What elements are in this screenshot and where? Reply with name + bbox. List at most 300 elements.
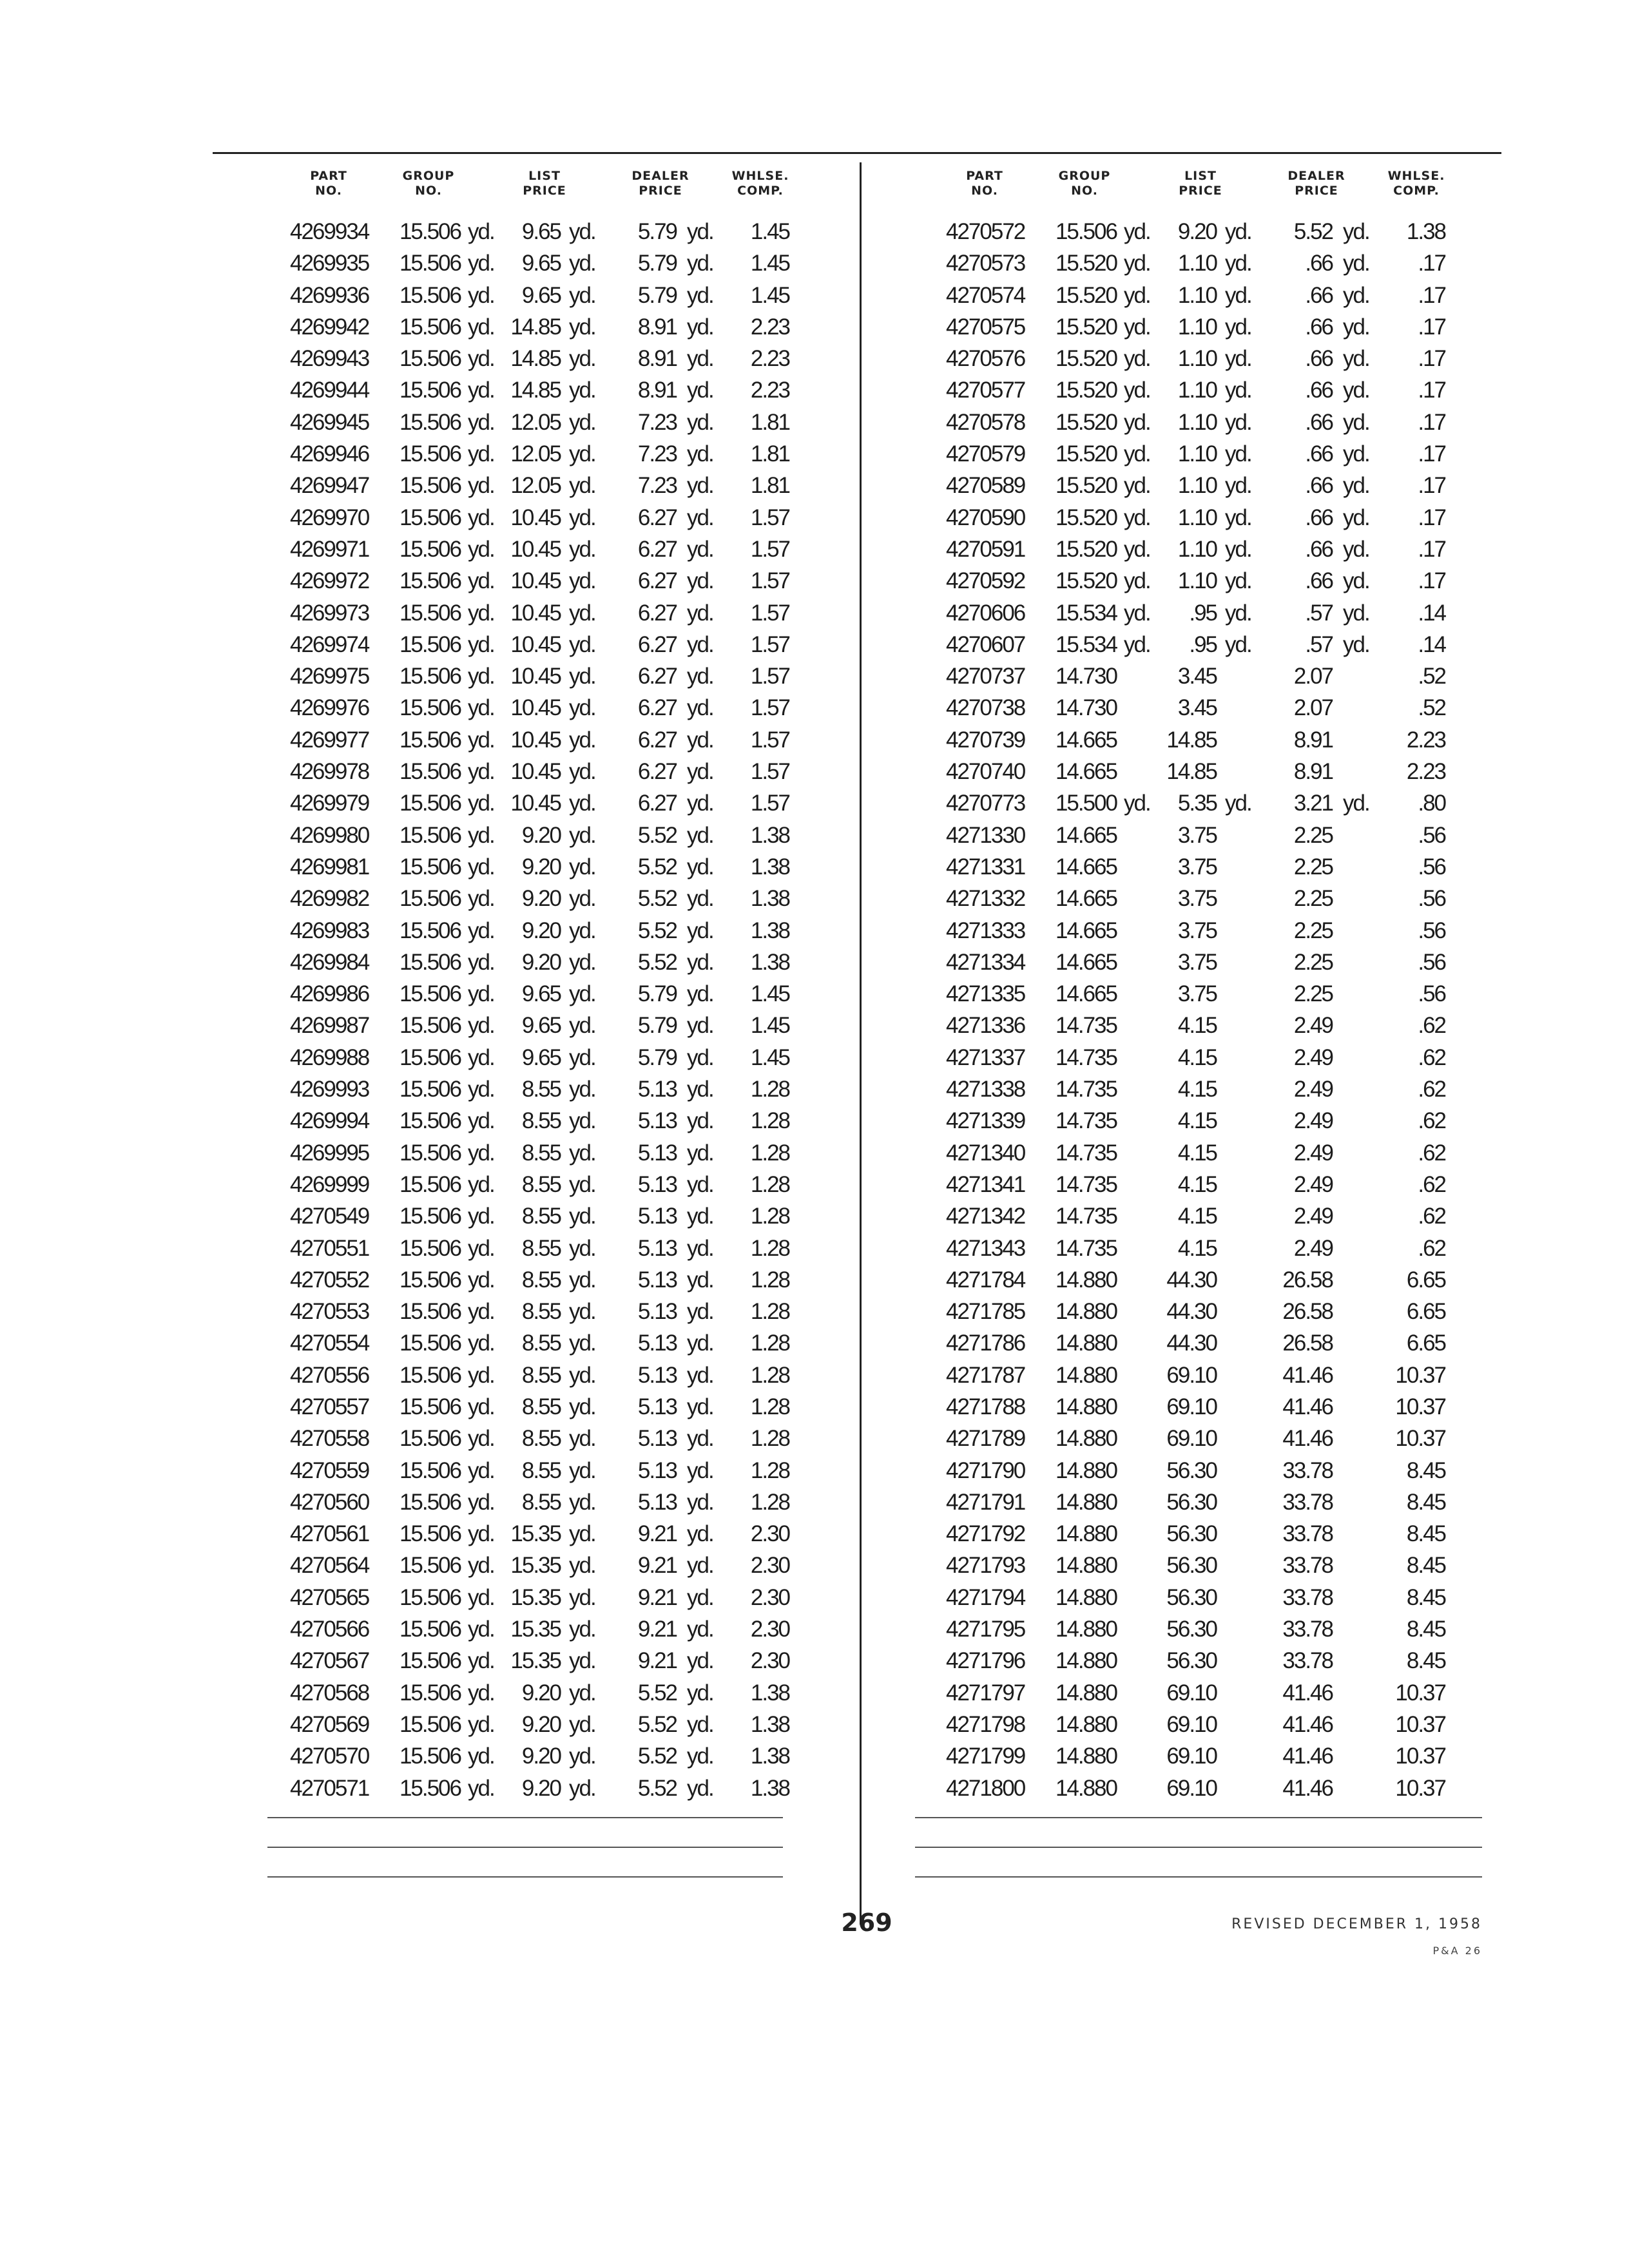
table-row xyxy=(258,1648,825,1680)
group-number: 15.506 xyxy=(399,1331,461,1356)
part-number: 4270569 xyxy=(290,1711,369,1737)
part-number: 4269982 xyxy=(290,886,369,912)
dealer-unit: yd. xyxy=(687,1553,713,1579)
whlse-comp: 1.57 xyxy=(750,759,789,785)
dealer-unit: yd. xyxy=(687,759,713,785)
list-unit: yd. xyxy=(569,1426,595,1452)
list-price: 1.10 xyxy=(1177,568,1217,594)
list-price: 14.85 xyxy=(1166,727,1217,753)
group-number: 15.506 xyxy=(399,1013,461,1039)
list-unit: yd. xyxy=(1225,568,1251,594)
group-number: 14.730 xyxy=(1055,664,1117,689)
header-group-no: GROUP NO. xyxy=(1058,169,1111,198)
whlse-comp: 1.81 xyxy=(750,441,789,467)
list-price: 4.15 xyxy=(1177,1077,1217,1102)
part-number: 4269971 xyxy=(290,536,369,562)
part-number: 4271341 xyxy=(946,1171,1025,1197)
list-price: 3.45 xyxy=(1177,664,1217,689)
group-unit: yd. xyxy=(468,1489,494,1515)
whlse-comp: 1.28 xyxy=(750,1299,789,1325)
list-unit: yd. xyxy=(569,822,595,848)
table-row xyxy=(258,1013,825,1044)
list-unit: yd. xyxy=(1225,219,1251,244)
whlse-comp: 1.45 xyxy=(750,282,789,308)
group-number: 14.665 xyxy=(1055,981,1117,1007)
table-row xyxy=(258,632,825,664)
dealer-price: 5.79 xyxy=(637,1044,677,1070)
group-unit: yd. xyxy=(468,314,494,340)
list-price: 56.30 xyxy=(1166,1553,1217,1579)
part-number: 4270565 xyxy=(290,1584,369,1610)
whlse-comp: .14 xyxy=(1418,600,1445,626)
dealer-price: 26.58 xyxy=(1282,1331,1333,1356)
header-dealer-price: DEALER PRICE xyxy=(631,169,689,198)
group-number: 15.506 xyxy=(1055,219,1117,244)
group-unit: yd. xyxy=(1124,473,1150,499)
group-number: 15.506 xyxy=(399,219,461,244)
list-unit: yd. xyxy=(569,1489,595,1515)
list-unit: yd. xyxy=(569,981,595,1007)
table-row xyxy=(258,314,825,346)
table-row xyxy=(258,251,825,282)
group-number: 14.880 xyxy=(1055,1457,1117,1483)
table-row xyxy=(258,537,825,568)
dealer-price: 5.13 xyxy=(637,1171,677,1197)
table-row xyxy=(914,1013,1481,1044)
list-price: 3.75 xyxy=(1177,854,1217,879)
dealer-unit: yd. xyxy=(687,1108,713,1134)
table-row xyxy=(914,1776,1481,1807)
part-number: 4269987 xyxy=(290,1013,369,1039)
table-row xyxy=(258,1331,825,1362)
list-unit: yd. xyxy=(569,1108,595,1134)
table-row xyxy=(914,1490,1481,1521)
list-price: 8.55 xyxy=(521,1457,561,1483)
group-unit: yd. xyxy=(468,600,494,626)
list-unit: yd. xyxy=(569,1044,595,1070)
dealer-price: 7.23 xyxy=(637,441,677,467)
part-number: 4270552 xyxy=(290,1267,369,1293)
list-unit: yd. xyxy=(569,346,595,372)
list-price: 69.10 xyxy=(1166,1426,1217,1452)
whlse-comp: 10.37 xyxy=(1395,1394,1445,1419)
list-price: 69.10 xyxy=(1166,1744,1217,1769)
list-unit: yd. xyxy=(569,536,595,562)
table-row xyxy=(914,1521,1481,1553)
group-number: 15.520 xyxy=(1055,409,1117,435)
dealer-unit: yd. xyxy=(687,1171,713,1197)
whlse-comp: 1.28 xyxy=(750,1235,789,1261)
table-row xyxy=(914,473,1481,505)
table-row xyxy=(914,791,1481,822)
column-divider xyxy=(860,162,862,1925)
table-row xyxy=(914,1458,1481,1490)
part-number: 4271792 xyxy=(946,1521,1025,1547)
part-number: 4269943 xyxy=(290,346,369,372)
list-price: 9.65 xyxy=(521,1044,561,1070)
group-unit: yd. xyxy=(468,1171,494,1197)
whlse-comp: 1.28 xyxy=(750,1426,789,1452)
group-number: 15.506 xyxy=(399,1362,461,1388)
whlse-comp: .62 xyxy=(1418,1013,1445,1039)
group-unit: yd. xyxy=(1124,568,1150,594)
part-number: 4271335 xyxy=(946,981,1025,1007)
list-price: 44.30 xyxy=(1166,1331,1217,1356)
group-number: 14.735 xyxy=(1055,1171,1117,1197)
list-price: 56.30 xyxy=(1166,1521,1217,1547)
table-row xyxy=(914,759,1481,791)
part-number: 4269974 xyxy=(290,631,369,657)
dealer-price: 5.13 xyxy=(637,1394,677,1419)
dealer-price: 5.13 xyxy=(637,1489,677,1515)
part-number: 4271786 xyxy=(946,1331,1025,1356)
list-price: 4.15 xyxy=(1177,1235,1217,1261)
dealer-price: 6.27 xyxy=(637,791,677,816)
dealer-unit: yd. xyxy=(687,1489,713,1515)
dealer-price: 8.91 xyxy=(1293,759,1333,785)
list-unit: yd. xyxy=(569,568,595,594)
dealer-unit: yd. xyxy=(1343,251,1369,276)
footer-rule xyxy=(267,1847,783,1848)
group-number: 14.880 xyxy=(1055,1617,1117,1642)
group-unit: yd. xyxy=(468,219,494,244)
whlse-comp: 1.28 xyxy=(750,1140,789,1166)
whlse-comp: .17 xyxy=(1418,251,1445,276)
dealer-unit: yd. xyxy=(687,473,713,499)
dealer-price: .66 xyxy=(1305,568,1333,594)
list-unit: yd. xyxy=(569,314,595,340)
part-number: 4271336 xyxy=(946,1013,1025,1039)
list-unit: yd. xyxy=(569,1394,595,1419)
table-row xyxy=(914,314,1481,346)
group-number: 15.506 xyxy=(399,314,461,340)
dealer-unit: yd. xyxy=(687,1140,713,1166)
table-row xyxy=(258,1553,825,1584)
table-row xyxy=(258,346,825,378)
table-row xyxy=(258,1045,825,1077)
whlse-comp: .80 xyxy=(1418,791,1445,816)
dealer-unit: yd. xyxy=(1343,600,1369,626)
list-unit: yd. xyxy=(1225,600,1251,626)
whlse-comp: 8.45 xyxy=(1406,1584,1445,1610)
table-row xyxy=(914,505,1481,537)
list-unit: yd. xyxy=(1225,441,1251,467)
dealer-unit: yd. xyxy=(687,981,713,1007)
whlse-comp: 2.23 xyxy=(750,346,789,372)
dealer-price: .66 xyxy=(1305,536,1333,562)
column-header xyxy=(258,169,825,207)
group-unit: yd. xyxy=(468,1775,494,1801)
table-row xyxy=(258,1299,825,1331)
group-number: 15.506 xyxy=(399,346,461,372)
part-number: 4271337 xyxy=(946,1044,1025,1070)
group-unit: yd. xyxy=(468,378,494,403)
group-number: 14.735 xyxy=(1055,1140,1117,1166)
part-number: 4270607 xyxy=(946,631,1025,657)
part-number: 4271796 xyxy=(946,1648,1025,1674)
group-unit: yd. xyxy=(468,1394,494,1419)
table-row xyxy=(914,886,1481,918)
dealer-unit: yd. xyxy=(687,1299,713,1325)
list-price: 10.45 xyxy=(510,664,561,689)
list-price: 15.35 xyxy=(510,1617,561,1642)
whlse-comp: .62 xyxy=(1418,1044,1445,1070)
whlse-comp: .56 xyxy=(1418,886,1445,912)
list-price: 4.15 xyxy=(1177,1013,1217,1039)
whlse-comp: 10.37 xyxy=(1395,1744,1445,1769)
dealer-price: 5.13 xyxy=(637,1267,677,1293)
part-number: 4269944 xyxy=(290,378,369,403)
whlse-comp: .17 xyxy=(1418,473,1445,499)
whlse-comp: 1.38 xyxy=(750,886,789,912)
group-unit: yd. xyxy=(468,1108,494,1134)
table-row xyxy=(914,1236,1481,1267)
whlse-comp: .17 xyxy=(1418,505,1445,530)
table-row xyxy=(914,1553,1481,1584)
dealer-unit: yd. xyxy=(1343,378,1369,403)
table-row xyxy=(914,664,1481,695)
header-list-price: LIST PRICE xyxy=(523,169,566,198)
part-number: 4269984 xyxy=(290,949,369,975)
part-number: 4269973 xyxy=(290,600,369,626)
list-unit: yd. xyxy=(1225,409,1251,435)
dealer-unit: yd. xyxy=(1343,409,1369,435)
table-row xyxy=(258,854,825,886)
group-number: 14.665 xyxy=(1055,854,1117,879)
page-number: 269 xyxy=(841,1908,892,1937)
whlse-comp: .56 xyxy=(1418,822,1445,848)
part-number: 4271330 xyxy=(946,822,1025,848)
group-number: 15.506 xyxy=(399,282,461,308)
group-number: 15.506 xyxy=(399,1077,461,1102)
part-number: 4271797 xyxy=(946,1680,1025,1706)
table-row xyxy=(914,601,1481,632)
dealer-price: .57 xyxy=(1305,600,1333,626)
part-number: 4269978 xyxy=(290,759,369,785)
list-price: 10.45 xyxy=(510,727,561,753)
dealer-price: 2.25 xyxy=(1293,981,1333,1007)
part-number: 4270578 xyxy=(946,409,1025,435)
whlse-comp: 1.28 xyxy=(750,1267,789,1293)
group-number: 14.880 xyxy=(1055,1553,1117,1579)
group-unit: yd. xyxy=(468,854,494,879)
dealer-price: 8.91 xyxy=(637,314,677,340)
list-price: 8.55 xyxy=(521,1394,561,1419)
group-number: 15.506 xyxy=(399,1744,461,1769)
dealer-unit: yd. xyxy=(687,1426,713,1452)
group-number: 15.506 xyxy=(399,695,461,721)
table-row xyxy=(258,1394,825,1426)
part-number: 4270573 xyxy=(946,251,1025,276)
table-row xyxy=(258,1585,825,1617)
footer-rule xyxy=(267,1876,783,1878)
part-number: 4270561 xyxy=(290,1521,369,1547)
list-unit: yd. xyxy=(1225,314,1251,340)
part-number: 4270590 xyxy=(946,505,1025,530)
list-price: 9.20 xyxy=(521,949,561,975)
list-price: 9.20 xyxy=(521,1744,561,1769)
table-row xyxy=(914,854,1481,886)
table-row xyxy=(258,1204,825,1235)
list-unit: yd. xyxy=(569,473,595,499)
dealer-price: 5.79 xyxy=(637,251,677,276)
list-price: 56.30 xyxy=(1166,1457,1217,1483)
group-number: 15.506 xyxy=(399,1648,461,1674)
list-price: 12.05 xyxy=(510,409,561,435)
group-number: 15.506 xyxy=(399,981,461,1007)
group-unit: yd. xyxy=(468,1204,494,1229)
dealer-price: 5.13 xyxy=(637,1331,677,1356)
list-price: 8.55 xyxy=(521,1267,561,1293)
list-price: 8.55 xyxy=(521,1331,561,1356)
part-number: 4269975 xyxy=(290,664,369,689)
table-row xyxy=(258,1712,825,1744)
whlse-comp: .62 xyxy=(1418,1077,1445,1102)
whlse-comp: .62 xyxy=(1418,1171,1445,1197)
dealer-unit: yd. xyxy=(1343,568,1369,594)
list-price: 15.35 xyxy=(510,1584,561,1610)
group-unit: yd. xyxy=(468,695,494,721)
group-number: 15.506 xyxy=(399,409,461,435)
dealer-unit: yd. xyxy=(1343,536,1369,562)
list-price: 10.45 xyxy=(510,695,561,721)
group-unit: yd. xyxy=(468,1648,494,1674)
dealer-price: 3.21 xyxy=(1293,791,1333,816)
part-number: 4269981 xyxy=(290,854,369,879)
whlse-comp: 1.38 xyxy=(750,1680,789,1706)
table-row xyxy=(914,1585,1481,1617)
list-price: 69.10 xyxy=(1166,1775,1217,1801)
list-unit: yd. xyxy=(1225,346,1251,372)
dealer-unit: yd. xyxy=(687,1744,713,1769)
whlse-comp: 1.28 xyxy=(750,1331,789,1356)
table-row xyxy=(914,378,1481,409)
table-row xyxy=(914,568,1481,600)
table-row xyxy=(914,1267,1481,1299)
dealer-unit: yd. xyxy=(687,695,713,721)
table-row xyxy=(914,1299,1481,1331)
group-unit: yd. xyxy=(468,346,494,372)
group-number: 14.665 xyxy=(1055,918,1117,943)
list-unit: yd. xyxy=(569,1267,595,1293)
dealer-unit: yd. xyxy=(1343,346,1369,372)
list-price: .95 xyxy=(1189,600,1217,626)
list-price: 69.10 xyxy=(1166,1362,1217,1388)
dealer-price: 8.91 xyxy=(637,346,677,372)
part-number: 4269934 xyxy=(290,219,369,244)
list-unit: yd. xyxy=(569,1648,595,1674)
whlse-comp: 2.30 xyxy=(750,1648,789,1674)
group-number: 15.506 xyxy=(399,1394,461,1419)
group-unit: yd. xyxy=(1124,409,1150,435)
table-row xyxy=(258,473,825,505)
group-number: 15.506 xyxy=(399,251,461,276)
dealer-price: 5.79 xyxy=(637,219,677,244)
list-price: 1.10 xyxy=(1177,282,1217,308)
table-row xyxy=(914,1648,1481,1680)
dealer-unit: yd. xyxy=(687,1204,713,1229)
group-number: 15.506 xyxy=(399,791,461,816)
list-unit: yd. xyxy=(1225,282,1251,308)
list-unit: yd. xyxy=(569,854,595,879)
dealer-price: 5.13 xyxy=(637,1362,677,1388)
whlse-comp: 1.45 xyxy=(750,1013,789,1039)
whlse-comp: 2.30 xyxy=(750,1521,789,1547)
group-number: 15.520 xyxy=(1055,251,1117,276)
list-price: 10.45 xyxy=(510,791,561,816)
list-price: 69.10 xyxy=(1166,1680,1217,1706)
list-price: 3.75 xyxy=(1177,918,1217,943)
whlse-comp: .52 xyxy=(1418,664,1445,689)
dealer-price: 41.46 xyxy=(1282,1744,1333,1769)
dealer-price: 5.13 xyxy=(637,1235,677,1261)
part-number: 4270576 xyxy=(946,346,1025,372)
whlse-comp: .56 xyxy=(1418,918,1445,943)
whlse-comp: .14 xyxy=(1418,631,1445,657)
list-price: 10.45 xyxy=(510,631,561,657)
table-row xyxy=(914,727,1481,759)
part-number: 4269988 xyxy=(290,1044,369,1070)
list-price: 10.45 xyxy=(510,600,561,626)
list-unit: yd. xyxy=(569,1521,595,1547)
group-unit: yd. xyxy=(468,282,494,308)
revision-date: REVISED DECEMBER 1, 1958 xyxy=(1231,1916,1482,1932)
footer-rule xyxy=(267,1817,783,1818)
list-price: 3.45 xyxy=(1177,695,1217,721)
group-number: 14.880 xyxy=(1055,1744,1117,1769)
part-number: 4269976 xyxy=(290,695,369,721)
group-number: 15.506 xyxy=(399,1553,461,1579)
group-unit: yd. xyxy=(468,1267,494,1293)
list-price: 9.20 xyxy=(521,886,561,912)
dealer-price: 2.49 xyxy=(1293,1235,1333,1261)
group-number: 14.735 xyxy=(1055,1108,1117,1134)
dealer-price: 2.25 xyxy=(1293,854,1333,879)
table-row xyxy=(914,918,1481,950)
part-number: 4271784 xyxy=(946,1267,1025,1293)
table-row xyxy=(914,219,1481,251)
dealer-unit: yd. xyxy=(1343,631,1369,657)
whlse-comp: 1.57 xyxy=(750,568,789,594)
dealer-price: 6.27 xyxy=(637,695,677,721)
whlse-comp: .17 xyxy=(1418,409,1445,435)
dealer-price: 7.23 xyxy=(637,473,677,499)
group-unit: yd. xyxy=(468,759,494,785)
group-number: 14.735 xyxy=(1055,1044,1117,1070)
group-number: 15.506 xyxy=(399,1108,461,1134)
dealer-price: 5.79 xyxy=(637,282,677,308)
group-number: 15.534 xyxy=(1055,631,1117,657)
group-number: 15.506 xyxy=(399,1680,461,1706)
group-unit: yd. xyxy=(468,251,494,276)
list-price: 9.20 xyxy=(521,918,561,943)
list-price: 14.85 xyxy=(510,346,561,372)
dealer-price: 33.78 xyxy=(1282,1648,1333,1674)
group-number: 15.506 xyxy=(399,886,461,912)
group-unit: yd. xyxy=(468,949,494,975)
list-price: 56.30 xyxy=(1166,1489,1217,1515)
whlse-comp: .62 xyxy=(1418,1108,1445,1134)
whlse-comp: 2.23 xyxy=(750,378,789,403)
whlse-comp: 1.38 xyxy=(750,949,789,975)
group-unit: yd. xyxy=(468,727,494,753)
table-row xyxy=(258,1140,825,1172)
list-price: 10.45 xyxy=(510,505,561,530)
group-number: 14.730 xyxy=(1055,695,1117,721)
whlse-comp: .62 xyxy=(1418,1204,1445,1229)
whlse-comp: 1.57 xyxy=(750,695,789,721)
dealer-unit: yd. xyxy=(687,1617,713,1642)
